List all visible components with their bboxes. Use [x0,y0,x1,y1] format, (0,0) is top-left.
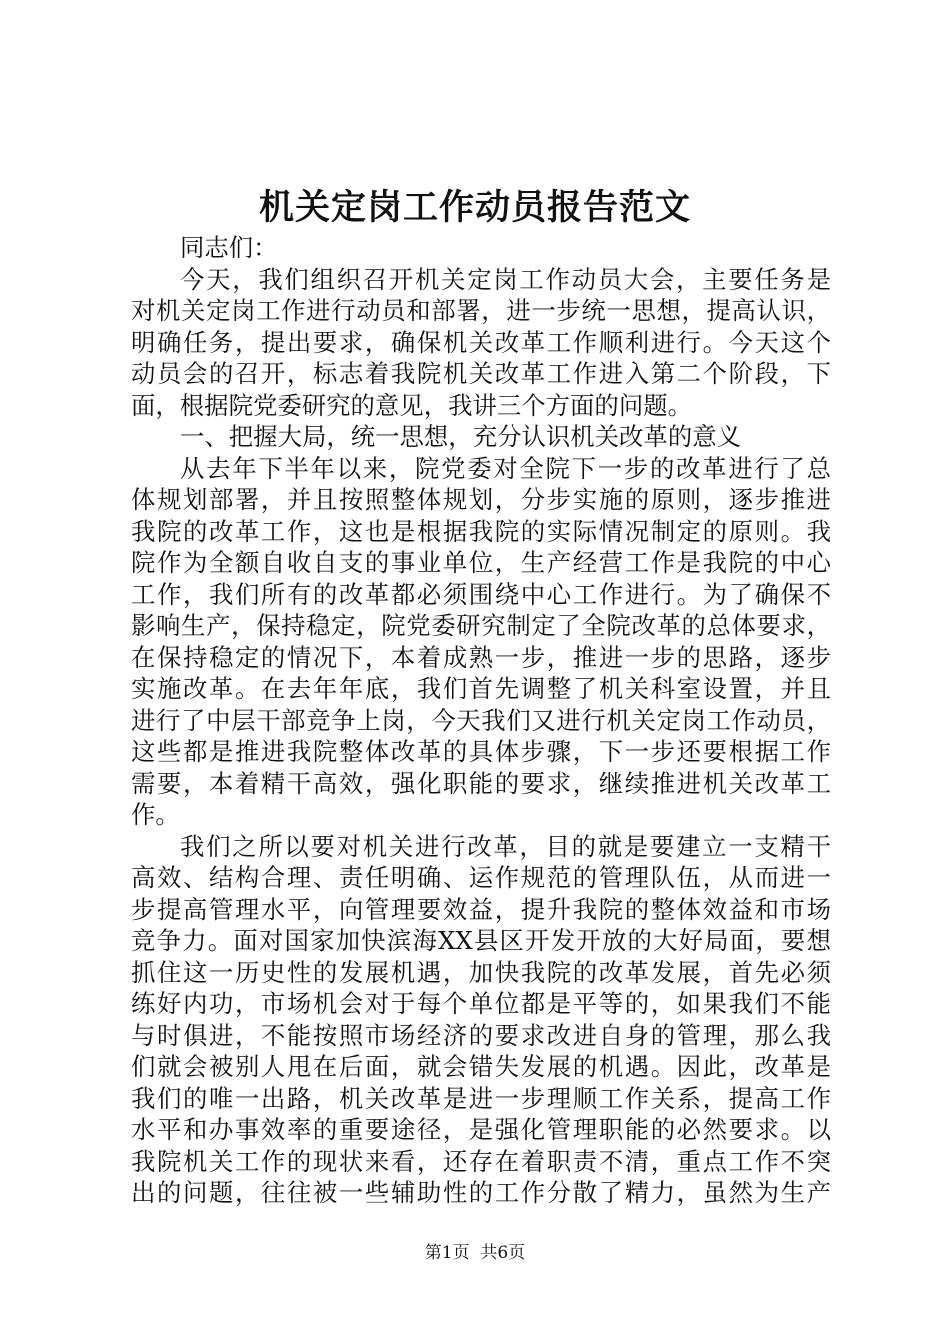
text-line: 与时俱进，不能按照市场经济的要求改进自身的管理，那么我 [131,1020,831,1050]
text-line: 在保持稳定的情况下，本着成熟一步，推进一步的思路，逐步 [131,642,831,672]
text-line: 面，根据院党委研究的意见，我讲三个方面的问题。 [131,390,692,420]
document-title: 机关定岗工作动员报告范文 [258,187,691,228]
document-body [131,232,831,1209]
text-line: 这些都是推进我院整体改革的具体步骤，下一步还要根据工作 [131,737,831,766]
page-total: 共6页 [480,1243,526,1263]
text-line: 水平和办事效率的重要途径，是强化管理职能的必然要求。以 [131,1115,831,1144]
text-line: 步提高管理水平，向管理要效益，提升我院的整体效益和市场 [131,894,831,924]
text-line: 我院的改革工作，这也是根据我院的实际情况制定的原则。我 [131,516,831,546]
text-line: 明确任务，提出要求，确保机关改革工作顺利进行。今天这个 [131,327,831,357]
text-line: 同志们： [180,233,278,262]
text-line: 需要，本着精干高效，强化职能的要求，继续推进机关改革工 [131,768,831,798]
text-line: 抓住这一历史性的发展机遇，加快我院的改革发展，首先必须 [131,957,831,987]
text-line: 对机关定岗工作进行动员和部署，进一步统一思想，提高认识， [131,296,831,325]
text-line: 实施改革。在去年年底，我们首先调整了机关科室设置，并且 [131,674,831,703]
text-line: 高效、结构合理、责任明确、运作规范的管理队伍，从而进一 [131,863,831,892]
text-line: 一、把握大局，统一思想，充分认识机关改革的意义 [180,422,741,451]
text-line: 作。 [131,800,180,829]
text-line: 今天，我们组织召开机关定岗工作动员大会，主要任务是 [180,264,831,294]
text-line: 进行了中层干部竞争上岗，今天我们又进行机关定岗工作动员， [131,705,831,735]
text-line: 院作为全额自收自支的事业单位，生产经营工作是我院的中心 [131,548,831,577]
text-line: 们就会被别人甩在后面，就会错失发展的机遇。因此，改革是 [131,1052,831,1081]
text-line: 体规划部署，并且按照整体规划，分步实施的原则，逐步推进 [131,485,831,514]
text-line: 影响生产，保持稳定，院党委研究制定了全院改革的总体要求， [131,611,831,640]
text-line: 竞争力。面对国家加快滨海XX县区开发开放的大好局面，要想 [131,926,831,955]
page-footer [0,1241,950,1265]
text-line: 练好内功，市场机会对于每个单位都是平等的，如果我们不能 [131,989,831,1018]
page-number: 第1页 [424,1243,470,1263]
text-line: 我们的唯一出路，机关改革是进一步理顺工作关系，提高工作 [131,1083,831,1113]
text-line: 我院机关工作的现状来看，还存在着职责不清，重点工作不突 [131,1146,831,1176]
text-line: 工作，我们所有的改革都必须围绕中心工作进行。为了确保不 [131,579,831,609]
text-line: 出的问题，往往被一些辅助性的工作分散了精力，虽然为生产 [131,1178,831,1207]
text-line: 我们之所以要对机关进行改革，目的就是要建立一支精干 [180,831,831,861]
text-line: 动员会的召开，标志着我院机关改革工作进入第二个阶段，下 [131,359,831,388]
text-line: 从去年下半年以来，院党委对全院下一步的改革进行了总 [180,453,831,483]
